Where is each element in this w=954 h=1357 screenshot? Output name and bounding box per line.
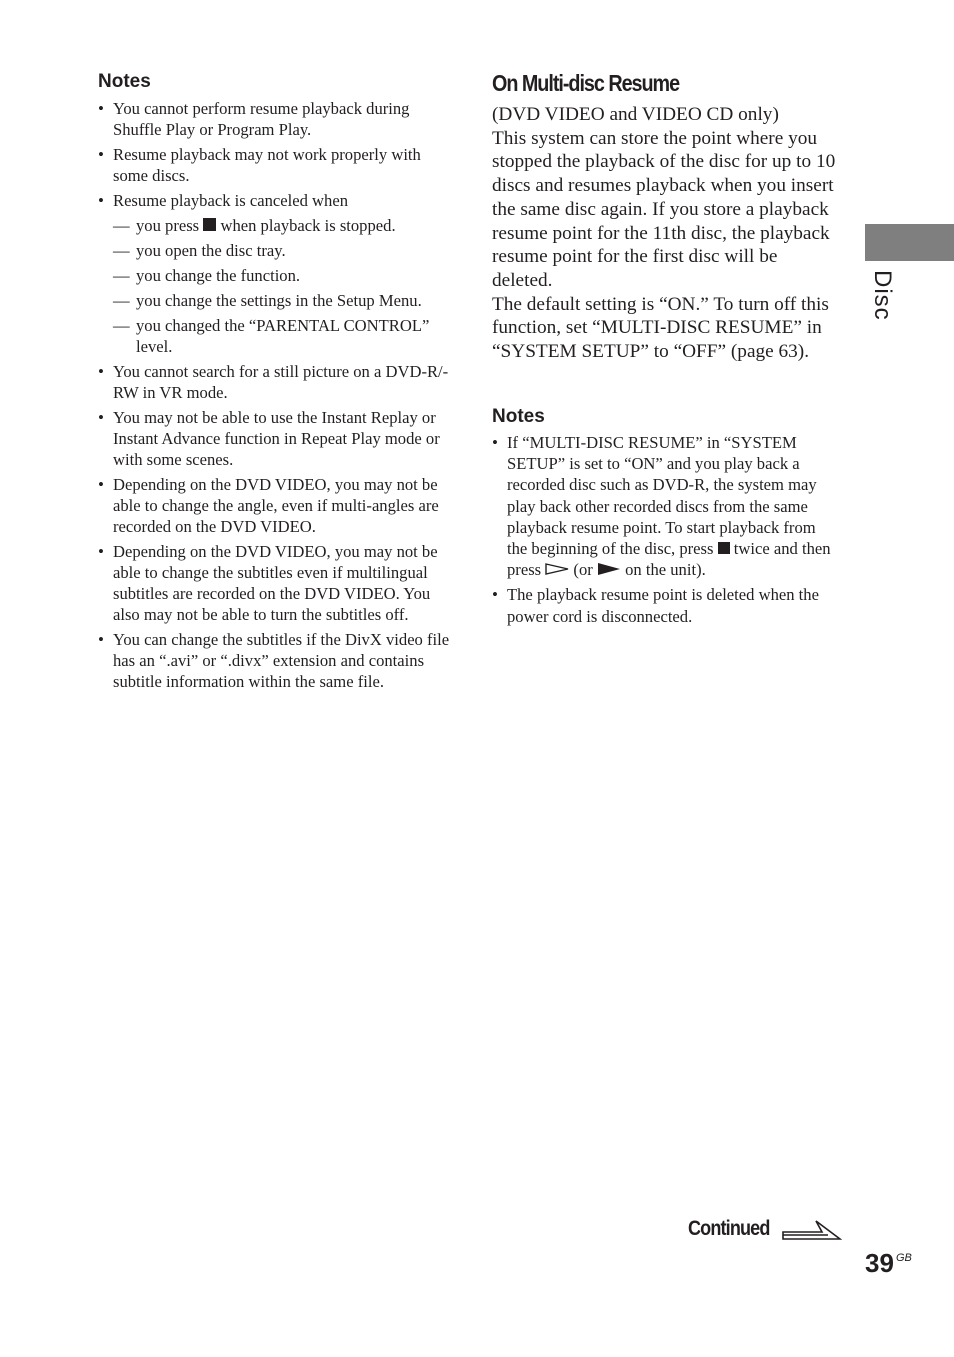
body-paragraph: This system can store the point where you stopped the playback of the disc for up to 10 discs and resumes playback when you insert the same disc again. If you store a playback resume point for the 11th disc, the playback resume point for the first disc will be deleted. — [492, 127, 836, 291]
continued-label: Continued — [688, 1217, 770, 1240]
section-tab-bar — [865, 224, 954, 261]
play-outline-triangle-icon — [545, 563, 569, 575]
scope-text: (DVD VIDEO and VIDEO CD only) — [492, 104, 779, 125]
section-tab-label: Disc — [869, 270, 896, 321]
list-item: • Resume playback may not work properly with some discs. — [98, 144, 450, 186]
list-item: • You cannot search for a still picture on a DVD-R/-RW in VR mode. — [98, 361, 450, 403]
section-body — [492, 103, 842, 364]
continued-arrow-icon — [782, 1218, 842, 1242]
list-item: — you press when playback is stopped. — [113, 215, 450, 236]
left-notes-title: Notes — [98, 71, 151, 92]
left-notes-list — [98, 98, 450, 696]
list-item: — you change the function. — [113, 265, 450, 286]
right-notes-title: Notes — [492, 406, 545, 427]
list-item: • Depending on the DVD VIDEO, you may not be able to change the subtitles even if multilingual subtitles are recorded on the DVD VIDEO. You also may not be able to turn the subtitles off. — [98, 541, 450, 625]
list-item: • The playback resume point is deleted when the power cord is disconnected. — [492, 584, 832, 626]
stop-square-icon — [203, 218, 216, 231]
page-number-suffix: GB — [896, 1252, 912, 1264]
stop-square-icon — [718, 542, 730, 554]
list-item: — you change the settings in the Setup Menu. — [113, 290, 450, 311]
cancel-conditions-list — [113, 215, 450, 357]
list-item: • Depending on the DVD VIDEO, you may not be able to change the angle, even if multi-angles are recorded on the DVD VIDEO. — [98, 474, 450, 537]
list-item: • You may not be able to use the Instant Replay or Instant Advance function in Repeat Play mode or with some scenes. — [98, 407, 450, 470]
right-notes-list — [492, 432, 832, 631]
play-filled-triangle-icon — [597, 563, 621, 575]
list-item: • You can change the subtitles if the DivX video file has an “.avi” or “.divx” extension and contains subtitle information within the same file. — [98, 629, 450, 692]
list-item: • If “MULTI-DISC RESUME” in “SYSTEM SETUP” is set to “ON” and you play back a recorded disc such as DVD-R, the system may play back other recorded discs from the same playback resume point. To start playback from the beginning of the disc, press twice and then press (or on the unit). — [492, 432, 832, 580]
page-number: 39 — [865, 1248, 894, 1278]
list-item: • You cannot perform resume playback during Shuffle Play or Program Play. — [98, 98, 450, 140]
list-item: — you changed the “PARENTAL CONTROL” level. — [113, 315, 450, 357]
list-item: • Resume playback is canceled when — you press when playback is stopped. — you open the disc tray. — you change the function. — you change the settings in the Setup Menu. — you changed the “PARENTAL CONTROL” level. — [98, 190, 450, 357]
body-paragraph: The default setting is “ON.” To turn off this function, set “MULTI-DISC RESUME” in “SYSTEM SETUP” to “OFF” (page 63). — [492, 293, 829, 363]
list-item: — you open the disc tray. — [113, 240, 450, 261]
section-heading: On Multi-disc Resume — [492, 70, 680, 96]
